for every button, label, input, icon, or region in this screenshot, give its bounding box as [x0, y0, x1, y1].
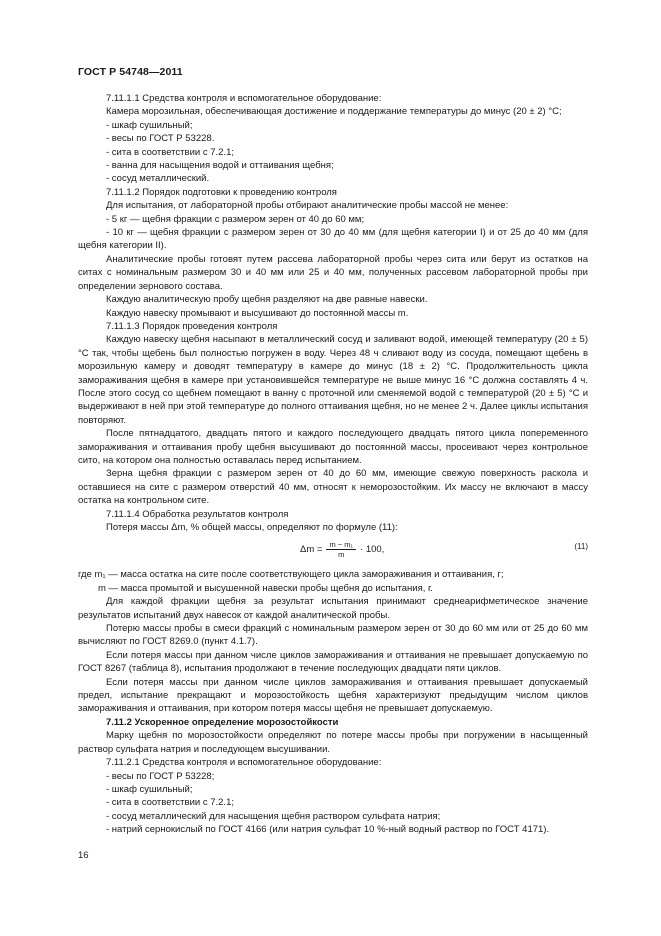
paragraph: Аналитические пробы готовят путем рассева лабораторной пробы через сита или берут из остатков на ситах с номинальным размером 30 и 40 мм или 25 и 40 мм, полученных рассевом лабораторной пробы при определении зернового состава.: [78, 253, 588, 292]
list-item: - сосуд металлический для насыщения щебня раствором сульфата натрия;: [106, 810, 441, 822]
formula-rhs: · 100,: [360, 544, 385, 556]
paragraph: где m₁ — масса остатка на сите после соответствующего цикла замораживания и оттаивания, г;: [78, 569, 504, 581]
paragraph: Для испытания, от лабораторной пробы отбирают аналитические пробы массой не менее:: [106, 200, 509, 212]
formula-11: [78, 538, 588, 562]
section-heading: 7.11.1.4 Обработка результатов контроля: [106, 508, 289, 520]
paragraph: Каждую навеску промывают и высушивают до постоянной массы m.: [106, 307, 409, 319]
paragraph: Каждую навеску щебня насыпают в металлический сосуд и заливают водой, имеющей температуру (20 ± 5) °С так, чтобы щебень был полностью погружен в воду. Через 48 ч сливают воду из сосуда, помещают щебень в морозильную камеру и доводят температуру в камере до минус (18 ± 2) °С. Продолжительность цикла замораживания щебня в камере при установившейся температуре не выше минус 16 °С должна составлять 4 ч. После этого сосуд со щебнем помещают в ванну с проточной или сменяемой водой с температурой (20 ± 5) °С и выдерживают в ней при этой температуре до полного оттаивания щебня, но не менее 2 ч. Далее циклы испытания повторяют.: [78, 334, 588, 426]
formula-number: (11): [574, 542, 588, 552]
paragraph: Потеря массы Δm, % общей массы, определяют по формуле (11):: [106, 522, 398, 533]
paragraph: Если потеря массы при данном числе циклов замораживания и оттаивания не превышает допускаемую по ГОСТ 8267 (таблица 8), испытания продолжают в течение последующих двадцати пяти циклов.: [78, 649, 588, 675]
paragraph: 7.11.1.1 Средства контроля и вспомогательное оборудование:: [106, 93, 382, 104]
list-item: - сита в соответствии с 7.2.1;: [106, 146, 234, 158]
formula-denominator: m: [338, 550, 345, 560]
paragraph: Если потеря массы при данном числе циклов замораживания и оттаивания превышает допускаемый предел, испытание прекращают и морозостойкость щебня характеризуют предыдущим числом циклов замораживания и оттаивания, при котором потеря массы щебня не превышает допускаемую.: [78, 676, 588, 715]
paragraph: Потерю массы пробы в смеси фракций с номинальным размером зерен от 30 до 60 мм или от 25 до 60 мм вычисляют по ГОСТ 8269.0 (пункт 4.1.7).: [78, 623, 588, 648]
list-item: - весы по ГОСТ Р 53228;: [106, 770, 215, 782]
document-header: ГОСТ Р 54748—2011: [78, 66, 183, 78]
paragraph: После пятнадцатого, двадцать пятого и каждого последующего двадцать пятого цикла попеременного замораживания и оттаивания пробу щебня высушивают до постоянной массы, просеивают через контрольное сито, на котором она полностью оставалась перед испытанием.: [78, 428, 588, 466]
formula-expression: [300, 540, 384, 559]
formula-numerator: m − m₁: [326, 540, 356, 550]
paragraph: Для каждой фракции щебня за результат испытания принимают среднеарифметическое значение результатов испытаний двух навесок от каждой аналитической пробы.: [78, 596, 588, 621]
list-item: - сита в соответствии с 7.2.1;: [106, 797, 234, 809]
list-item: - шкаф сушильный;: [106, 119, 193, 131]
page-number: 16: [78, 850, 89, 861]
section-heading: 7.11.2 Ускоренное определение морозостойкости: [106, 716, 339, 728]
paragraph: Зерна щебня фракции с размером зерен от 40 до 60 мм, имеющие свежую поверхность раскола и оставшиеся на сите с размером отверстий 40 мм, относят к неморозостойким. Их массу не включают в массу остатка на контрольном сите.: [78, 468, 588, 507]
list-item: - сосуд металлический.: [106, 173, 210, 185]
formula-fraction: [326, 540, 356, 559]
section-heading: 7.11.1.3 Порядок проведения контроля: [106, 320, 278, 332]
paragraph: Камера морозильная, обеспечивающая достижение и поддержание температуры до минус (20 ± 2) °С;: [106, 106, 562, 118]
section-heading: 7.11.1.2 Порядок подготовки к проведению контроля: [106, 186, 337, 198]
document-body: [78, 92, 588, 837]
list-item: - весы по ГОСТ Р 53228.: [106, 133, 215, 145]
list-item: - натрий сернокислый по ГОСТ 4166 (или натрия сульфат 10 %-ный водный раствор по ГОСТ 4171).: [106, 824, 550, 836]
paragraph: m — масса промытой и высушенной навески пробы щебня до испытания, г.: [98, 582, 433, 594]
formula-lhs: Δm =: [300, 544, 323, 556]
list-item: - ванна для насыщения водой и оттаивания щебня;: [106, 160, 334, 172]
section-heading: 7.11.2.1 Средства контроля и вспомогательное оборудование:: [106, 757, 382, 769]
list-item: - 10 кг — щебня фракции с размером зерен от 30 до 40 мм (для щебня категории I) и от 25 до 40 мм (для щебня категории II).: [78, 227, 588, 252]
list-item: - шкаф сушильный;: [106, 783, 193, 795]
list-item: - 5 кг — щебня фракции с размером зерен от 40 до 60 мм;: [106, 213, 365, 225]
paragraph: Каждую аналитическую пробу щебня разделяют на две равные навески.: [106, 294, 428, 306]
paragraph: Марку щебня по морозостойкости определяют по потере массы пробы при погружении в насыщенный раствор сульфата натрия и последующем высушивании.: [78, 730, 588, 755]
